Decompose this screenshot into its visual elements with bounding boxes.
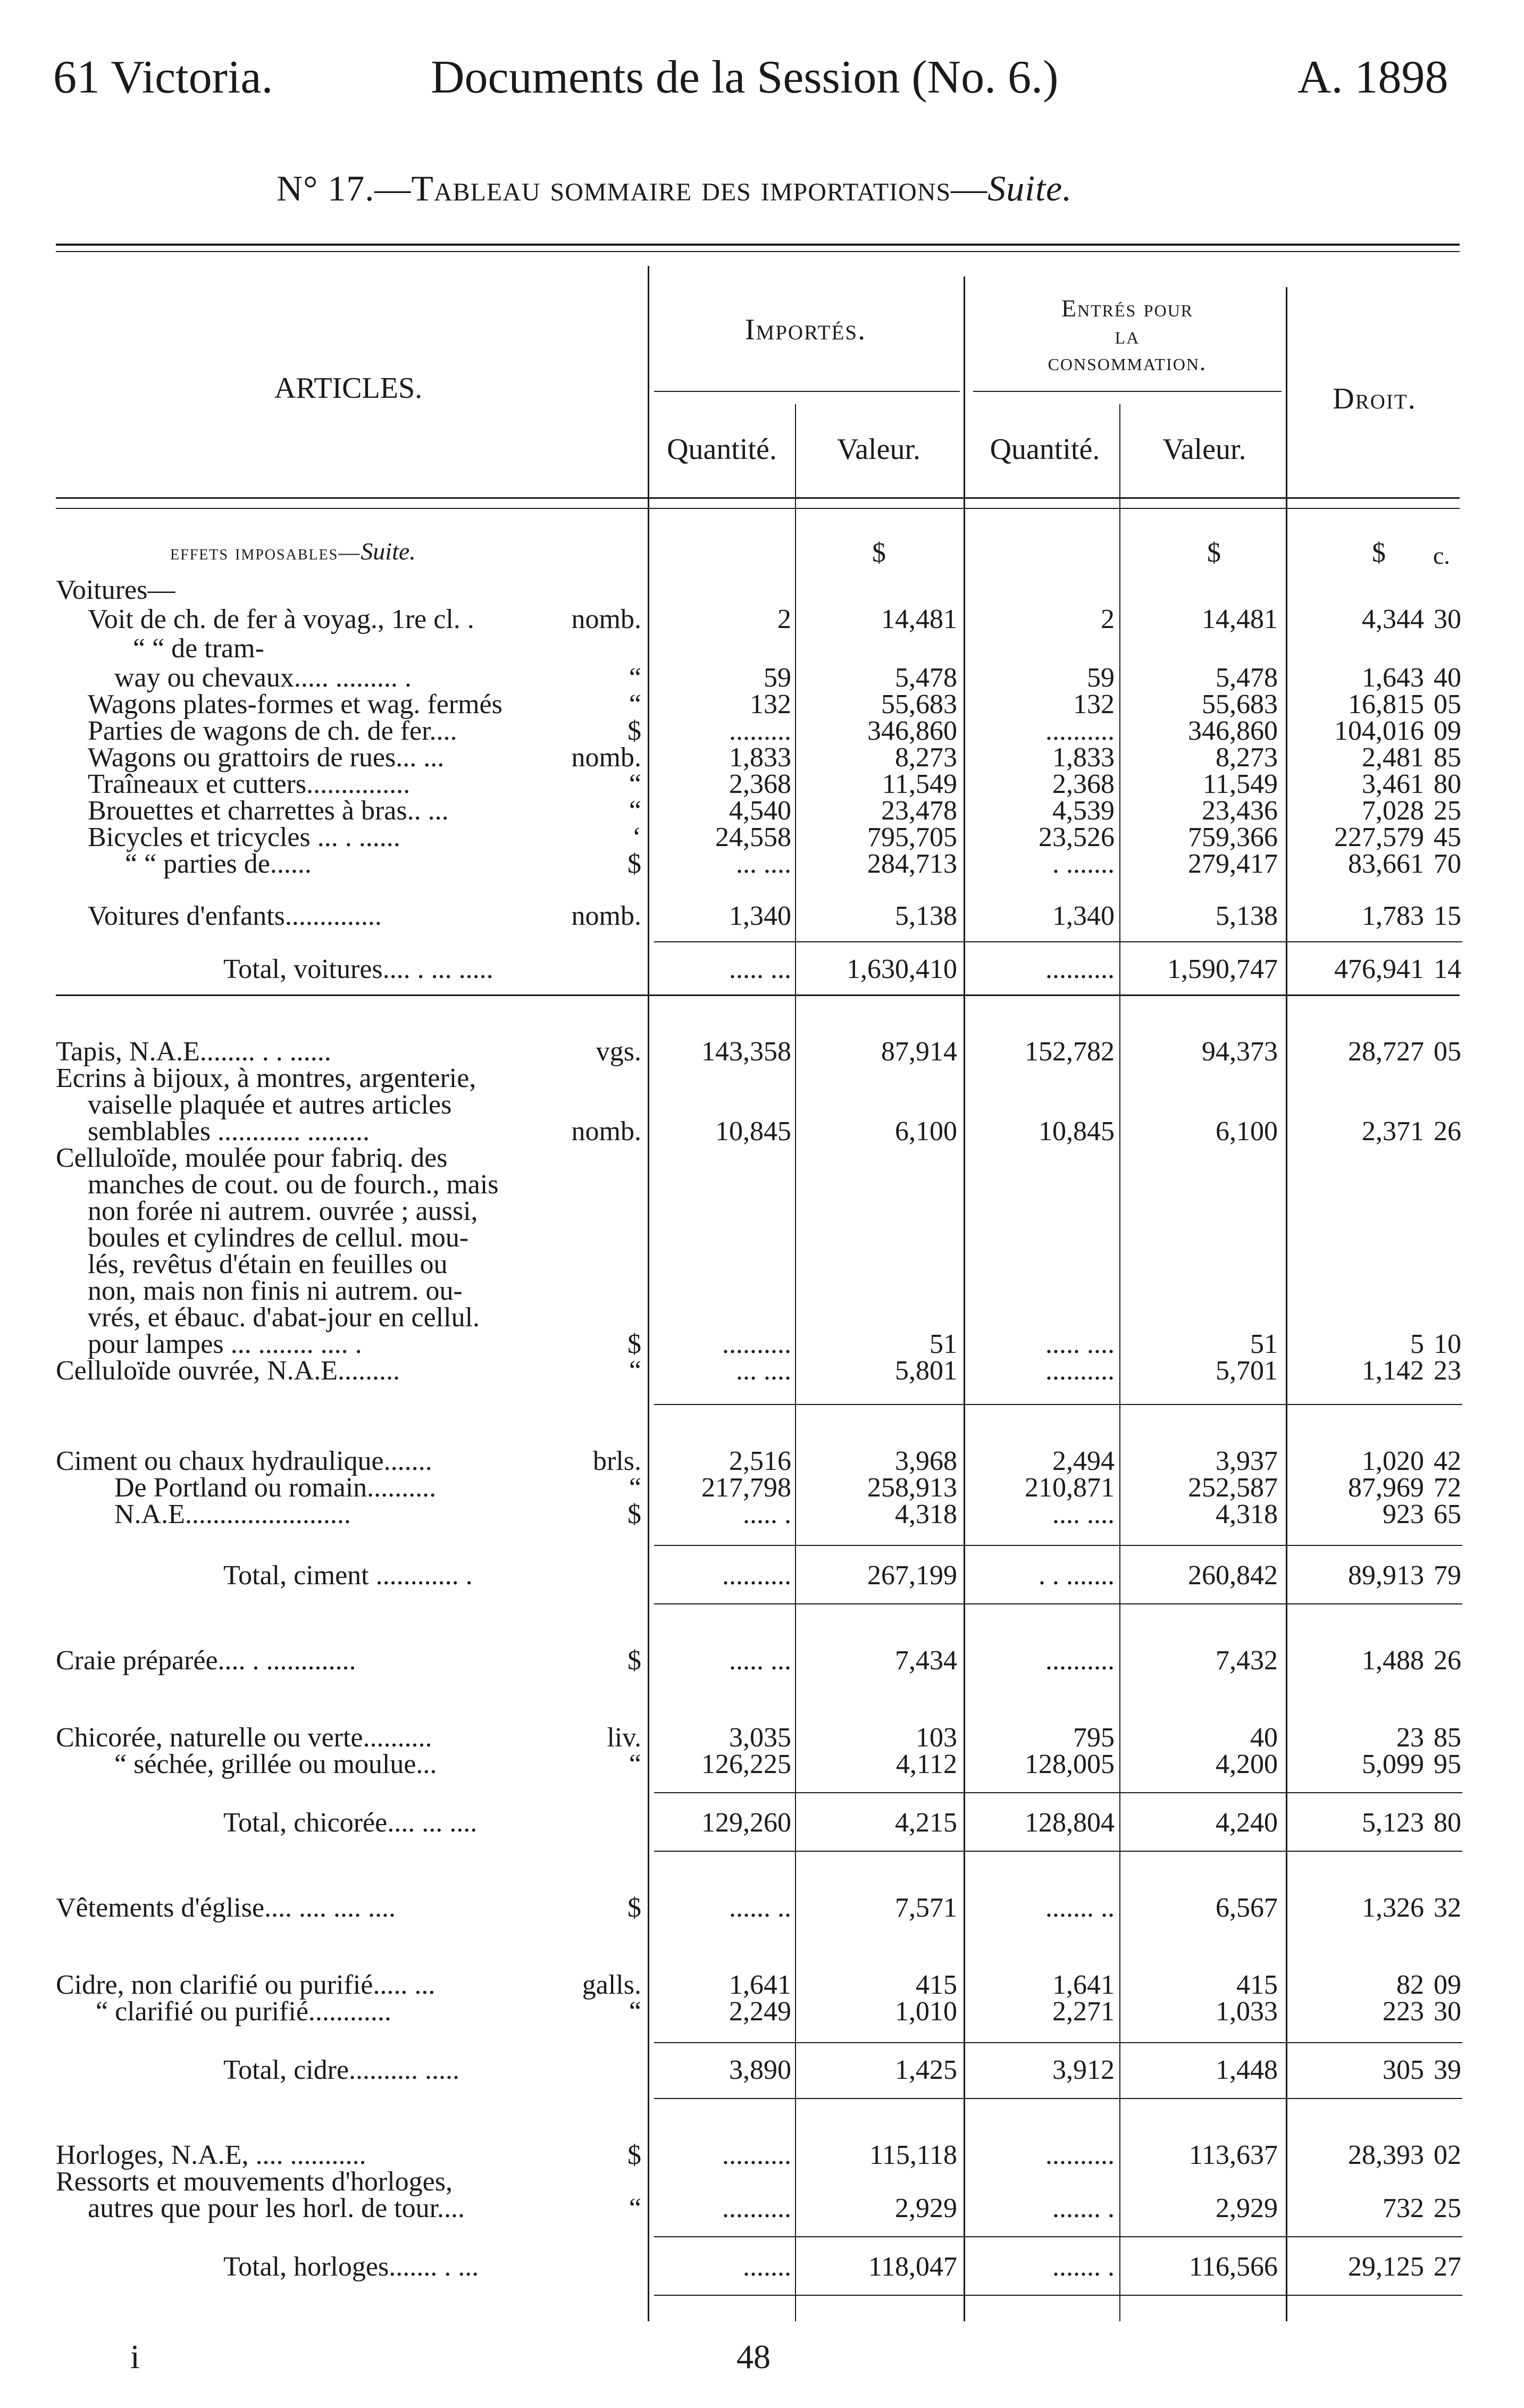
table-row: “ clarifié ou purifié............ “ 2,249 1,010 2,271 1,033 223 30: [96, 1996, 1461, 2027]
section-rule: [56, 994, 1460, 996]
col-duty: Droit.: [1333, 382, 1417, 415]
table-row: non forée ni autrem. ouvrée ; aussi,: [88, 1196, 478, 1226]
table-row: autres que pour les horl. de tour.... “ .......... 2,929 ....... . 2,929 732 25: [88, 2193, 1461, 2223]
header-left: 61 Victoria.: [53, 52, 273, 103]
rule-entered: [973, 391, 1282, 392]
total-row: Total, ciment ............ . .......... 267,199 . . ....... 260,842 89,913 79: [223, 1560, 1461, 1591]
subtotal-rule-ciment: [654, 1545, 1462, 1546]
table-row: Chicorée, naturelle ou verte.......... liv. 3,035 103 795 40 23 85: [56, 1723, 1461, 1753]
total-row: Total, cidre.......... ..... 3,890 1,425 3,912 1,448 305 39: [223, 2055, 1461, 2085]
page-number: 48: [736, 2338, 771, 2376]
subtotal-rule-cidre: [654, 2042, 1462, 2043]
table-row: Horloges, N.A.E, .... ........... $ .......... 115,118 .......... 113,637 28,393 02: [56, 2140, 1461, 2170]
dollar-sign-2: $: [1207, 538, 1221, 568]
total-row: Total, voitures.... . ... ..... ..... ... 1,630,410 .......... 1,590,747 476,941 14: [223, 954, 1461, 984]
col-imported: Importés.: [744, 313, 867, 346]
table-row: vrés, et ébauc. d'abat-jour en cellul.: [88, 1302, 480, 1333]
top-rule: [56, 244, 1460, 246]
table-row: Voitures—: [56, 575, 175, 605]
table-row: Voitures d'enfants.............. nomb. 1,340 5,138 1,340 5,138 1,783 15: [88, 901, 1461, 931]
table-row: Brouettes et charrettes à bras.. ... “ 4,540 23,478 4,539 23,436 7,028 25: [88, 796, 1461, 826]
table-row: Celluloïde ouvrée, N.A.E......... “ ... .... 5,801 .......... 5,701 1,142 23: [56, 1356, 1461, 1386]
table-row: Tapis, N.A.E........ . . ...... vgs. 143,358 87,914 152,782 94,373 28,727 05: [56, 1036, 1461, 1067]
table-title: [277, 168, 1072, 210]
table-row: Celluloïde, moulée pour fabriq. des: [56, 1143, 448, 1173]
table-row: semblables ............ ......... nomb. 10,845 6,100 10,845 6,100 2,371 26: [88, 1116, 1461, 1147]
title-prefix: N° 17.—: [277, 168, 412, 208]
section-rule-4: [654, 1851, 1462, 1852]
table-row: Bicycles et tricycles ... . ...... ‘ 24,558 795,705 23,526 759,366 227,579 45: [88, 822, 1461, 852]
dollar-sign-3: $: [1372, 538, 1386, 568]
table-row: Wagons plates-formes et wag. fermés “ 132 55,683 132 55,683 16,815 05: [88, 689, 1461, 720]
table-row: Traîneaux et cutters............... “ 2,368 11,549 2,368 11,549 3,461 80: [88, 769, 1461, 799]
table-row: boules et cylindres de cellul. mou-: [88, 1223, 469, 1253]
final-rule: [654, 2295, 1462, 2296]
section-heading: [170, 537, 416, 565]
table-row: Cidre, non clarifié ou purifié..... ... galls. 1,641 415 1,641 415 82 09: [56, 1970, 1461, 2000]
col-entered-line1: Entrés pour: [1061, 295, 1194, 322]
total-row: Total, horloges....... . ... ....... 118,047 ....... . 116,566 29,125 27: [223, 2252, 1461, 2282]
table-row: “ “ de tram-: [133, 633, 264, 664]
table-row: De Portland ou romain.......... “ 217,798 258,913 210,871 252,587 87,969 72: [114, 1473, 1461, 1503]
col-entered-value: Valeur.: [1162, 433, 1246, 466]
table-row: manches de cout. ou de fourch., mais: [88, 1169, 499, 1200]
cents-label: c.: [1433, 542, 1450, 569]
subtotal-rule: [654, 941, 1462, 942]
col-imported-value: Valeur.: [836, 433, 921, 466]
col-articles: ARTICLES.: [274, 372, 423, 405]
footer-left: i: [130, 2338, 140, 2376]
table-row: “ séchée, grillée ou moulue... “ 126,225 4,112 128,005 4,200 5,099 95: [114, 1749, 1461, 1779]
table-row: Wagons ou grattoirs de rues... ... nomb. 1,833 8,273 1,833 8,273 2,481 85: [88, 742, 1461, 773]
table-row: “ “ parties de...... $ ... .... 284,713 . ....... 279,417 83,661 70: [125, 849, 1461, 879]
total-row: Total, chicorée.... ... .... 129,260 4,215 128,804 4,240 5,123 80: [223, 1808, 1461, 1838]
table-row: vaiselle plaquée et autres articles: [88, 1090, 452, 1120]
table-row: pour lampes ... ........ .... . $ .......... 51 ..... .... 51 5 10: [88, 1329, 1461, 1359]
col-entered-line2: la: [1115, 321, 1140, 349]
table-row: Craie préparée.... . ............. $ ..... ... 7,434 .......... 7,432 1,488 26: [56, 1645, 1461, 1676]
table-row: Ressorts et mouvements d'horloges,: [56, 2167, 453, 2197]
header-bottom-rule-thin: [56, 508, 1460, 509]
header-right: A. 1898: [1297, 52, 1448, 103]
title-main: Tableau sommaire des importations—: [411, 168, 988, 208]
col-entered: [968, 295, 1287, 376]
table-row: Parties de wagons de ch. de fer.... $ ......... 346,860 .......... 346,860 104,016 09: [88, 716, 1461, 746]
table-row: Ecrins à bijoux, à montres, argenterie,: [56, 1063, 476, 1093]
subtotal-rule-chicoree: [654, 1792, 1462, 1793]
header-bottom-rule: [56, 497, 1460, 499]
dollar-sign-1: $: [872, 538, 886, 568]
col-entered-qty: Quantité.: [990, 433, 1100, 466]
section-label-italic: Suite.: [361, 538, 416, 565]
section-rule-3: [654, 1603, 1462, 1604]
table-row: way ou chevaux..... ......... . “ 59 5,478 59 5,478 1,643 40: [114, 663, 1461, 693]
table-row: Ciment ou chaux hydraulique....... brls. 2,516 3,968 2,494 3,937 1,020 42: [56, 1446, 1461, 1476]
col-imported-qty: Quantité.: [667, 433, 777, 466]
table-row: lés, revêtus d'étain en feuilles ou: [88, 1249, 448, 1280]
table-row: N.A.E........................ $ ..... . 4,318 .... .... 4,318 923 65: [114, 1499, 1461, 1529]
top-rule-thin: [56, 251, 1460, 252]
header-center: Documents de la Session (No. 6.): [431, 52, 1059, 103]
rule-imported: [654, 391, 960, 392]
col-entered-line3: consommation.: [1048, 348, 1207, 376]
section-label: effets imposables—: [170, 540, 361, 564]
table-row: Voit de ch. de fer à voyag., 1re cl. . nomb. 2 14,481 2 14,481 4,344 30: [88, 604, 1461, 634]
title-suffix: Suite.: [987, 168, 1073, 208]
table-row: Vêtements d'église.... .... .... .... $ ...... .. 7,571 ....... .. 6,567 1,326 32: [56, 1893, 1461, 1923]
section-rule-2: [654, 1404, 1462, 1405]
subtotal-rule-horloges: [654, 2236, 1462, 2237]
section-rule-5: [654, 2098, 1462, 2099]
table-row: non, mais non finis ni autrem. ou-: [88, 1276, 463, 1306]
